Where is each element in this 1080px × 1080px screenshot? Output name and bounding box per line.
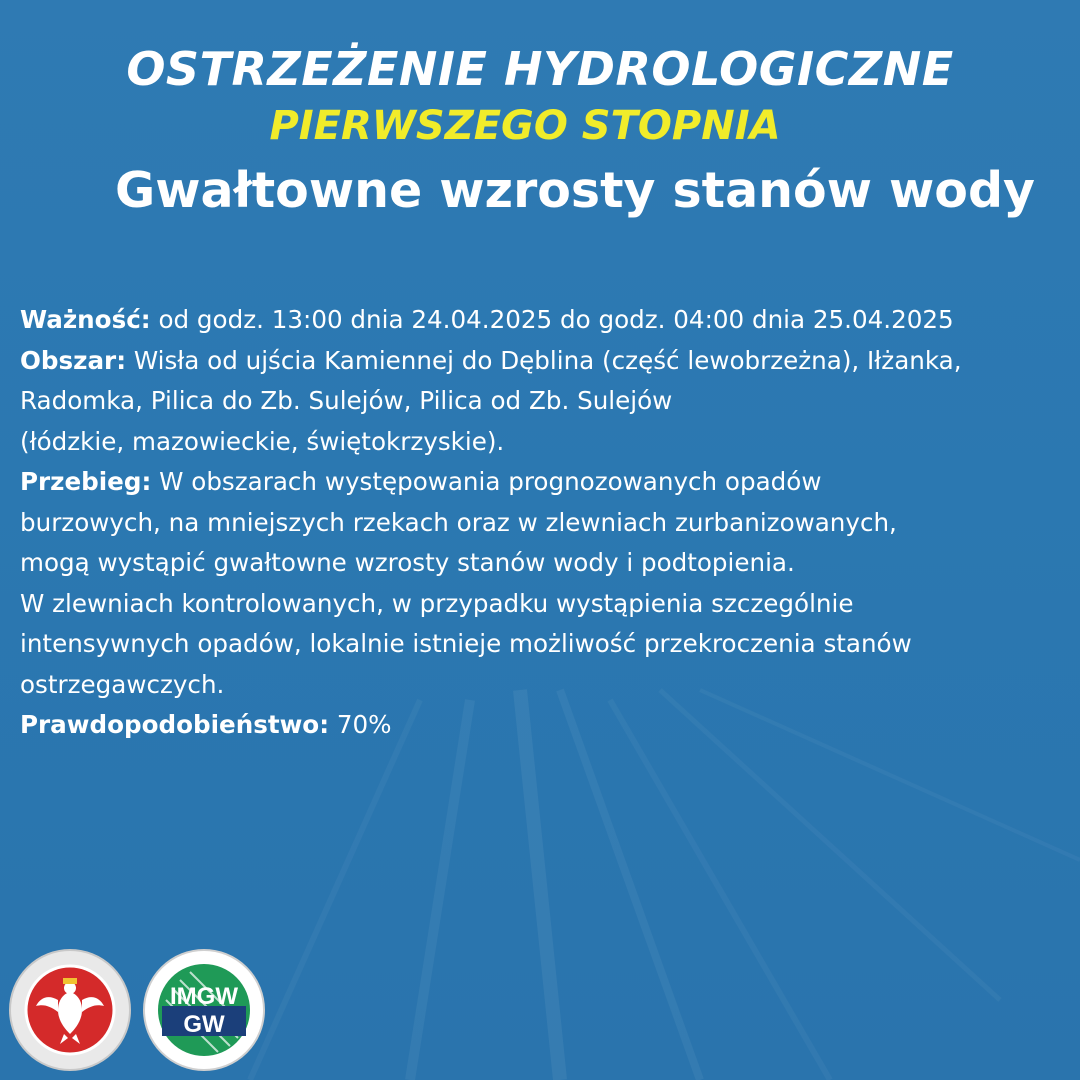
course-line-1: W obszarach występowania prognozowanych opadów [159, 467, 822, 496]
imgw-logo-bottom-text: GW [183, 1011, 225, 1038]
course-line-2: burzowych, na mniejszych rzekach oraz w zlewniach zurbanizowanych, [20, 507, 897, 537]
course-line-5: intensywnych opadów, lokalnie istnieje możliwość przekroczenia stanów [20, 629, 912, 658]
probability-row [20, 705, 1070, 746]
validity-value: od godz. 13:00 dnia 24.04.2025 do godz. 04:00 dnia 25.04.2025 [158, 305, 954, 334]
validity-row [20, 300, 1070, 341]
area-label: Obszar: [20, 345, 127, 375]
imgw-logo-top-text: IMGW [170, 983, 238, 1010]
course-line-6: ostrzegawczych. [20, 669, 225, 699]
course-line-4: W zlewniach kontrolowanych, w przypadku wystąpienia szczególnie [20, 588, 854, 618]
probability-label: Prawdopodobieństwo: [20, 710, 330, 739]
area-line-3: (łódzkie, mazowieckie, świętokrzyskie). [20, 426, 505, 456]
area-line-2: Radomka, Pilica do Zb. Sulejów, Pilica od Zb. Sulejów [20, 386, 673, 415]
course-row [20, 462, 1070, 503]
warning-level: PIERWSZEGO STOPNIA [269, 103, 781, 149]
probability-value: 70% [336, 710, 392, 739]
warning-title: OSTRZEŻENIE HYDROLOGICZNE [126, 42, 954, 96]
imgw-logo [142, 948, 266, 1072]
validity-label: Ważność: [20, 305, 151, 334]
course-label: Przebieg: [20, 467, 152, 496]
voivodeship-office-logo [8, 948, 132, 1072]
warning-details [20, 300, 1070, 746]
area-line-1: Wisła od ujścia Kamiennej do Dęblina (część lewobrzeżna), Iłżanka, [133, 345, 962, 375]
logos [8, 948, 266, 1072]
area-row [20, 341, 1070, 382]
header [0, 40, 1080, 228]
warning-subtitle: Gwałtowne wzrosty stanów wody [115, 162, 1035, 219]
course-line-3: mogą wystąpić gwałtowne wzrosty stanów wody i podtopienia. [20, 548, 795, 577]
